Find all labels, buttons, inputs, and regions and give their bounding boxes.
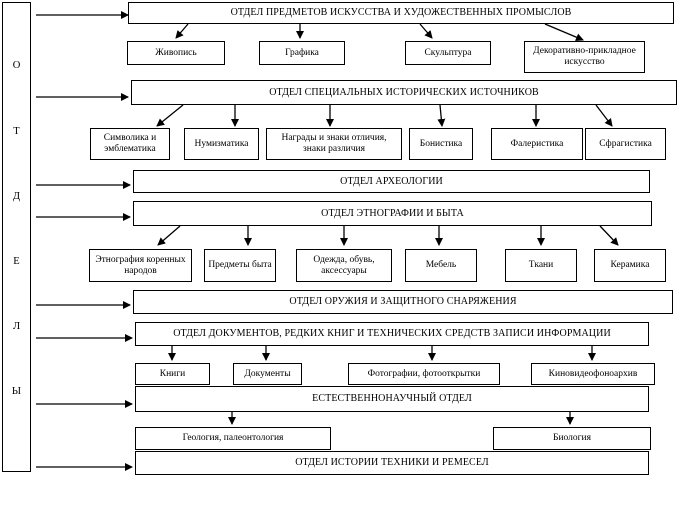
subdept-painting: Живопись [127,41,225,65]
subdept-awards: Награды и знаки отличия, знаки различия [266,128,402,160]
sidebar-letter: О [12,60,21,71]
sidebar-letter: Д [12,191,21,202]
dept-art: ОТДЕЛ ПРЕДМЕТОВ ИСКУССТВА И ХУДОЖЕСТВЕННЫХ ПРОМЫСЛОВ [128,2,674,24]
subdept-sphragistics: Сфрагистика [585,128,666,160]
subdept-ceramics: Керамика [594,249,666,282]
dept-historical-sources: ОТДЕЛ СПЕЦИАЛЬНЫХ ИСТОРИЧЕСКИХ ИСТОЧНИКОВ [131,80,677,105]
subdept-symbolism: Символика и эмблематика [90,128,170,160]
subdept-film-archive: Киновидеофоноархив [531,363,655,385]
sidebar-letter: Ы [11,386,22,397]
subdept-household-items: Предметы быта [204,249,276,282]
subdept-graphics: Графика [259,41,345,65]
subdept-geology: Геология, палеонтология [135,427,331,450]
subdept-documents: Документы [233,363,302,385]
subdept-biology: Биология [493,427,651,450]
subdept-numismatics: Нумизматика [184,128,259,160]
dept-documents: ОТДЕЛ ДОКУМЕНТОВ, РЕДКИХ КНИГ И ТЕХНИЧЕСКИХ СРЕДСТВ ЗАПИСИ ИНФОРМАЦИИ [135,322,649,346]
dept-archaeology: ОТДЕЛ АРХЕОЛОГИИ [133,170,650,193]
subdept-bonistics: Бонистика [409,128,473,160]
sidebar-letter: Т [13,126,20,137]
subdept-fabrics: Ткани [505,249,577,282]
sidebar-letter: Е [13,256,20,267]
subdept-phaleristics: Фалеристика [491,128,583,160]
dept-natural-science: ЕСТЕСТВЕННОНАУЧНЫЙ ОТДЕЛ [135,386,649,412]
dept-ethnography: ОТДЕЛ ЭТНОГРАФИИ И БЫТА [133,201,652,226]
subdept-decorative-art: Декоративно-прикладное искусство [524,41,645,73]
subdept-photos: Фотографии, фотооткрытки [348,363,500,385]
subdept-clothing: Одежда, обувь, аксессуары [296,249,392,282]
subdept-furniture: Мебель [405,249,477,282]
subdept-books: Книги [135,363,210,385]
sidebar-letter: Л [12,321,21,332]
subdept-sculpture: Скульптура [405,41,491,65]
dept-tech-history: ОТДЕЛ ИСТОРИИ ТЕХНИКИ И РЕМЕСЕЛ [135,451,649,475]
dept-weapons: ОТДЕЛ ОРУЖИЯ И ЗАЩИТНОГО СНАРЯЖЕНИЯ [133,290,673,314]
subdept-indigenous-ethnography: Этнография коренных народов [89,249,192,282]
